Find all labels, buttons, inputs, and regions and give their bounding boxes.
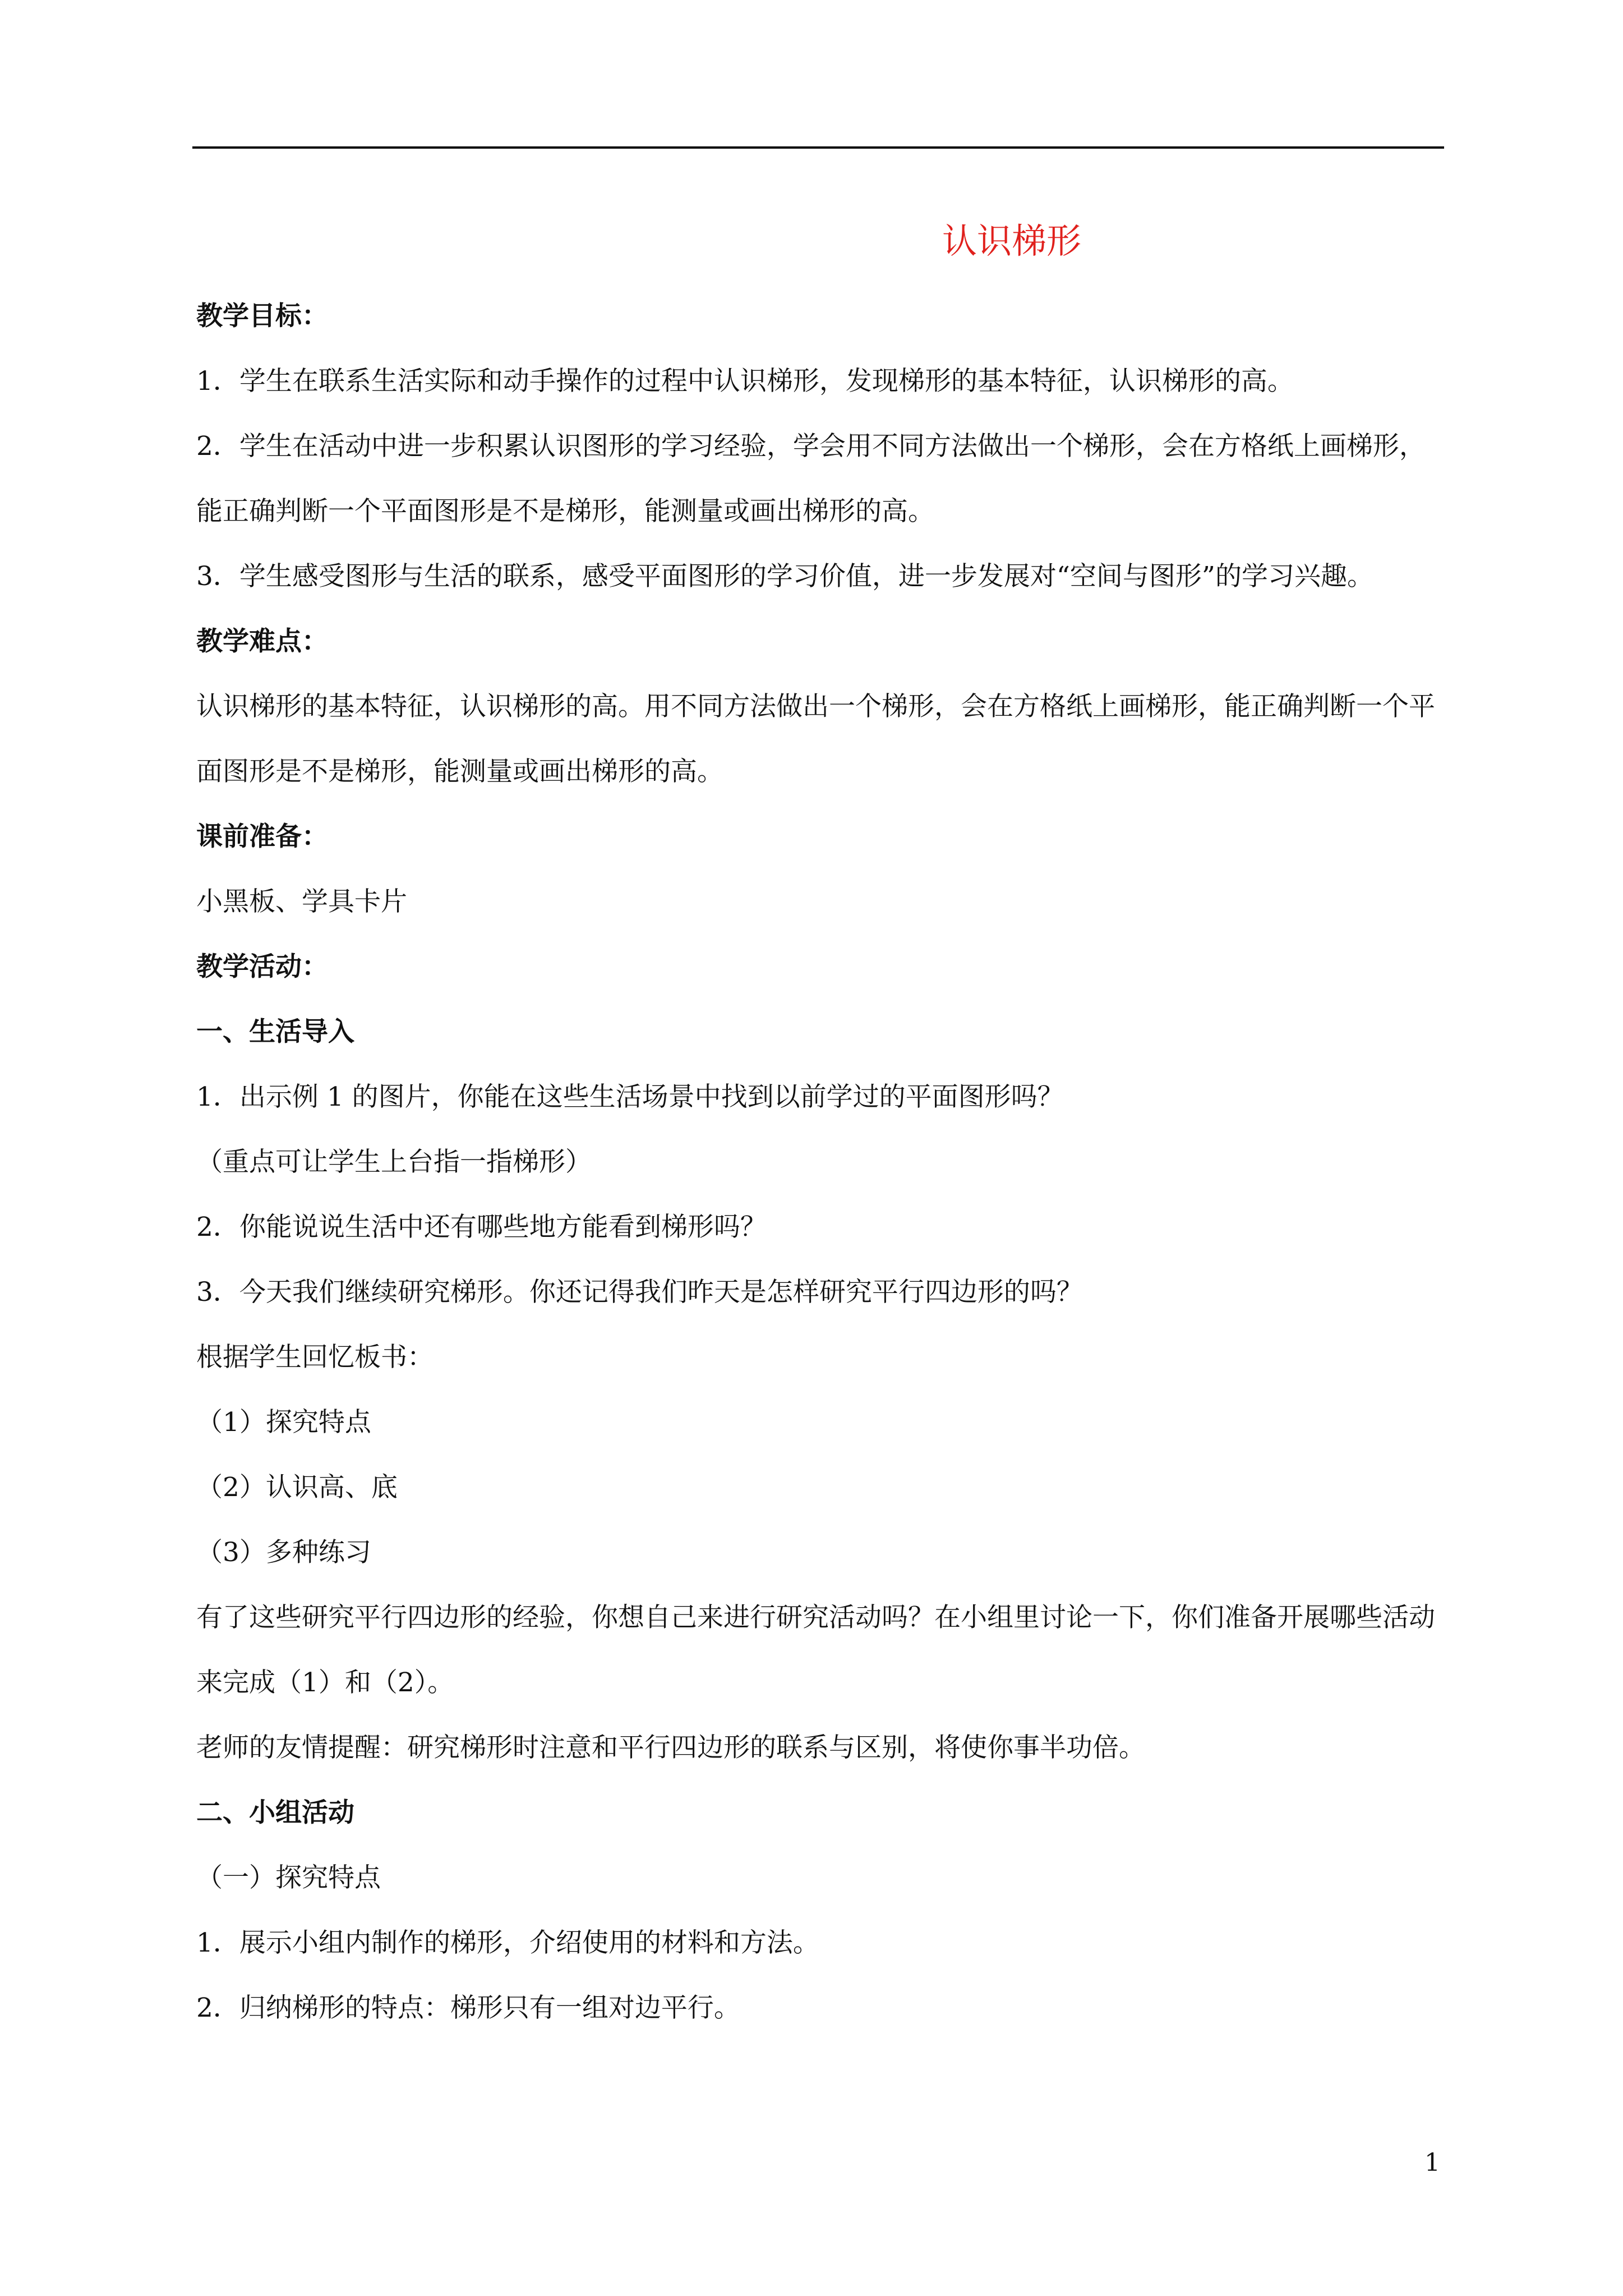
- page-number: 1: [1424, 2148, 1440, 2177]
- board-item-1: （1）探究特点: [196, 1407, 371, 1438]
- document-body: [196, 284, 1447, 2041]
- discussion-text: 有了这些研究平行四边形的经验，你想自己来进行研究活动吗？在小组里讨论一下，你们准备开展哪些活动来完成（1）和（2）。: [196, 1602, 1435, 1698]
- heading-objectives: 教学目标：: [196, 301, 328, 332]
- objective-2: 2．学生在活动中进一步积累认识图形的学习经验，学会用不同方法做出一个梯形，会在方格纸上画梯形，能正确判断一个平面图形是不是梯形，能测量或画出梯形的高。: [196, 431, 1426, 527]
- difficulties-text: 认识梯形的基本特征，认识梯形的高。用不同方法做出一个梯形，会在方格纸上画梯形，能正确判断一个平面图形是不是梯形，能测量或画出梯形的高。: [196, 691, 1435, 787]
- board-item-2: （2）认识高、底: [196, 1472, 398, 1503]
- section-1-item-1: 1．出示例 1 的图片，你能在这些生活场景中找到以前学过的平面图形吗？: [196, 1082, 1064, 1112]
- objective-1: 1．学生在联系生活实际和动手操作的过程中认识梯形，发现梯形的基本特征，认识梯形的高。: [196, 366, 1294, 397]
- section-1-note: （重点可让学生上台指一指梯形）: [196, 1147, 592, 1177]
- board-item-3: （3）多种练习: [196, 1537, 371, 1568]
- document-title: 认识梯形: [942, 220, 1082, 261]
- heading-preparation: 课前准备：: [196, 821, 328, 852]
- preparation-text: 小黑板、学具卡片: [196, 886, 407, 917]
- objective-3: 3．学生感受图形与生活的联系，感受平面图形的学习价值，进一步发展对“空间与图形”的学习兴趣。: [196, 561, 1373, 592]
- section-1-heading: 一、生活导入: [196, 1016, 354, 1047]
- section-1-item-2: 2．你能说说生活中还有哪些地方能看到梯形吗？: [196, 1212, 767, 1243]
- section-2-item-1: 1．展示小组内制作的梯形，介绍使用的材料和方法。: [196, 1927, 819, 1958]
- section-2-item-2: 2．归纳梯形的特点：梯形只有一组对边平行。: [196, 1993, 740, 2023]
- section-1-item-3: 3．今天我们继续研究梯形。你还记得我们昨天是怎样研究平行四边形的吗？: [196, 1277, 1083, 1308]
- teacher-reminder: 老师的友情提醒：研究梯形时注意和平行四边形的联系与区别，将使你事半功倍。: [196, 1732, 1145, 1763]
- heading-difficulties: 教学难点：: [196, 626, 328, 657]
- heading-activities: 教学活动：: [196, 951, 328, 982]
- board-intro: 根据学生回忆板书：: [196, 1342, 434, 1373]
- section-2-sub-heading: （一）探究特点: [196, 1862, 381, 1893]
- header-rule: [192, 146, 1444, 149]
- section-2-heading: 二、小组活动: [196, 1797, 354, 1828]
